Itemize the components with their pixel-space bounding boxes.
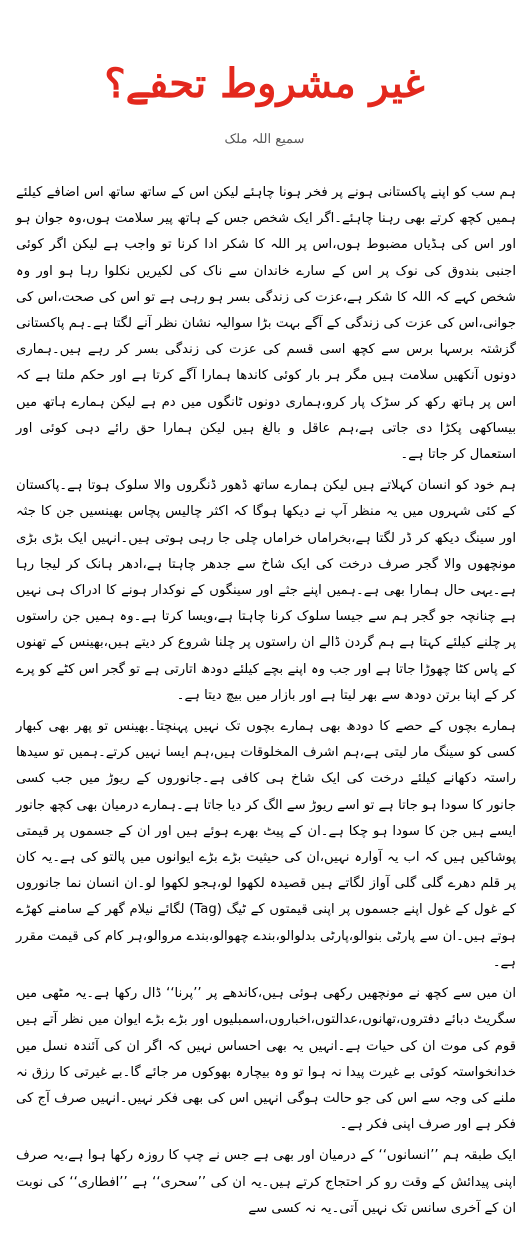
article-title: غیر مشروط تحفے؟	[104, 60, 425, 107]
paragraph-1: ہم سب کو اپنے پاکستانی ہونے پر فخر ہونا چاہئے لیکن اس کے ساتھ ساتھ اس اضافے کیلئے ہمیں کچھ کرتے بھی رہنا چاہئے۔اگر ایک شخص جس کے ہاتھ پیر سلامت ہوں،وہ جوان ہو اور اس کی ہڈیاں مضبوط ہوں،اس پر اللہ کا شکر ادا کرنا تو واجب ہے لیکن اگر کوئی اجنبی بندوق کی نوک پر اس کے سارے خاندان سے ناک کی لکیریں نکلوا رہا ہو اور وہ شخص کہے کہ اللہ کا شکر ہے،عزت کی زندگی بسر ہو رہی ہے تو اس کی صحت،اس کی جوانی،اس کی عزت کی زندگی کے آگے بہت بڑا سوالیہ نشان نظر آنے لگتا ہے۔ہم پاکستانی گزشتہ برسہا برس سے کچھ اسی قسم کی عزت کی زندگی بسر کر رہے ہیں۔ہماری دونوں آنکھیں سلامت ہیں مگر ہر بار کوئی کاندھا ہمارا آگے کرتا ہے اور حکم ملتا ہے کہ اس پر ہاتھ رکھ کر سڑک پار کرو،ہماری دونوں ٹانگوں میں دم ہے لیکن ہمارے ہاتھ میں بیساکھی پکڑا دی جاتی ہے،ہم عاقل و بالغ ہیں لیکن ہمارا حق رائے دہی کوئی اور استعمال کر جاتا ہے۔	[16, 185, 516, 463]
author-byline: سمیع اللہ ملک	[224, 132, 305, 147]
paragraph-5: ایک طبقہ ہم ’’انسانوں‘‘ کے درمیان اور بھی ہے جس نے چپ کا روزہ رکھا ہوا ہے،یہ صرف اپنی پیدائش کے وقت رو کر احتجاج کرتے ہیں۔یہ ان کی ’’سحری‘‘ ہے ’’افطاری‘‘ کی نوبت ان کے آخری سانس تک نہیں آتی۔یہ نہ کسی سے	[16, 1148, 516, 1216]
paragraph-4: ان میں سے کچھ نے مونچھیں رکھی ہوئی ہیں،کاندھے پر ’’پرنا‘‘ ڈال رکھا ہے۔یہ مٹھی میں سگریٹ دبائے دفتروں،تھانوں،عدالتوں،اخباروں،اسمبلیوں اور بڑے بڑے ایوان میں نظر آتے ہیں قوم کی موت ان کی حیات ہے۔انہیں یہ بھی احساس نہیں کہ اگر ان کی آئندہ نسل میں خدانخواستہ کوئی بے غیرت پیدا نہ ہوا تو وہ بیچارہ بھوکوں مر جائے گا۔بے غیرتی کا رزق نہ ملنے کی وجہ سے اس کی جو حالت ہوگی انہیں اس کی بھی فکر نہیں۔انہیں صرف آج کی فکر ہے اور صرف اپنی فکر ہے۔	[16, 986, 516, 1133]
paragraph-2: ہم خود کو انسان کہلاتے ہیں لیکن ہمارے ساتھ ڈھور ڈنگروں والا سلوک ہوتا ہے۔پاکستان کے کئی شہروں میں یہ منظر آپ نے دیکھا ہوگا کہ اکثر چالیس پچاس بھینسیں جن کا جثہ اور سینگ دیکھ کر ڈر لگتا ہے،بخراماں خراماں چلی جا رہی ہوتی ہیں۔انہیں ایک بڑی بڑی مونچھوں والا گجر صرف درخت کی ایک شاخ سے جدھر چاہتا ہے،ادھر ہانک کر لیجا رہا ہے۔یہی حال ہمارا بھی ہے۔ہمیں اپنے جثے اور سینگوں کے نوکدار ہونے کا ادراک ہی نہیں ہے چنانچہ جو گجر ہم سے جیسا سلوک کرنا چاہتا ہے،ویسا کرتا ہے۔وہ ہمیں جن راستوں پر چلنے کیلئے کہتا ہے ہم گردن ڈالے ان راستوں پر چلنا شروع کر دیتے ہیں،بھینس کے تھنوں کے پاس کٹا چھوڑا جاتا ہے اور جب وہ اپنے بچے کیلئے دودھ اتارتی ہے تو گجر اس کٹے کو پرے کر کے اپنا برتن دودھ سے بھر لیتا ہے اور بازار میں بیچ دیتا ہے۔	[16, 478, 516, 703]
paragraph-3: ہمارے بچوں کے حصے کا دودھ بھی ہمارے بچوں تک نہیں پہنچتا۔بھینس تو پھر بھی کبھار کسی کو سینگ مار لیتی ہے،ہم اشرف المخلوقات ہیں،ہم ایسا نہیں کرتے۔ہمیں تو سیدھا راستہ دکھانے کیلئے درخت کی ایک شاخ ہی کافی ہے۔جانوروں کے ریوڑ میں جب کسی جانور کا سودا ہو جاتا ہے تو اسے ریوڑ سے الگ کر دیا جاتا ہے۔ہمارے درمیان بھی کچھ جانور ایسے ہیں جن کا سودا ہو چکا ہے۔ان کے پیٹ بھرے ہوئے ہیں اور ان کے جسموں پر قیمتی پوشاکیں ہیں کہ اب یہ آوارہ نہیں،ان کی حیثیت بڑے بڑے ایوانوں میں پالتو کی ہے۔یہ کان پر قلم دھرے گلی گلی آواز لگاتے ہیں قصیدہ لکھوا لو،ہجو لکھوا لو۔ان انسان نما جانوروں کے غول کے غول اپنے جسموں پر اپنی قیمتوں کے ٹیگ (Tag) لگائے نیلام گھر کے سامنے کھڑے ہوتے ہیں۔ان سے پارٹی بنوالو،پارٹی بدلوالو،بندے چھوالو،بندے مروالو،ہر کام کی قیمت مقرر ہے۔	[16, 719, 516, 970]
article-body	[16, 180, 516, 1227]
